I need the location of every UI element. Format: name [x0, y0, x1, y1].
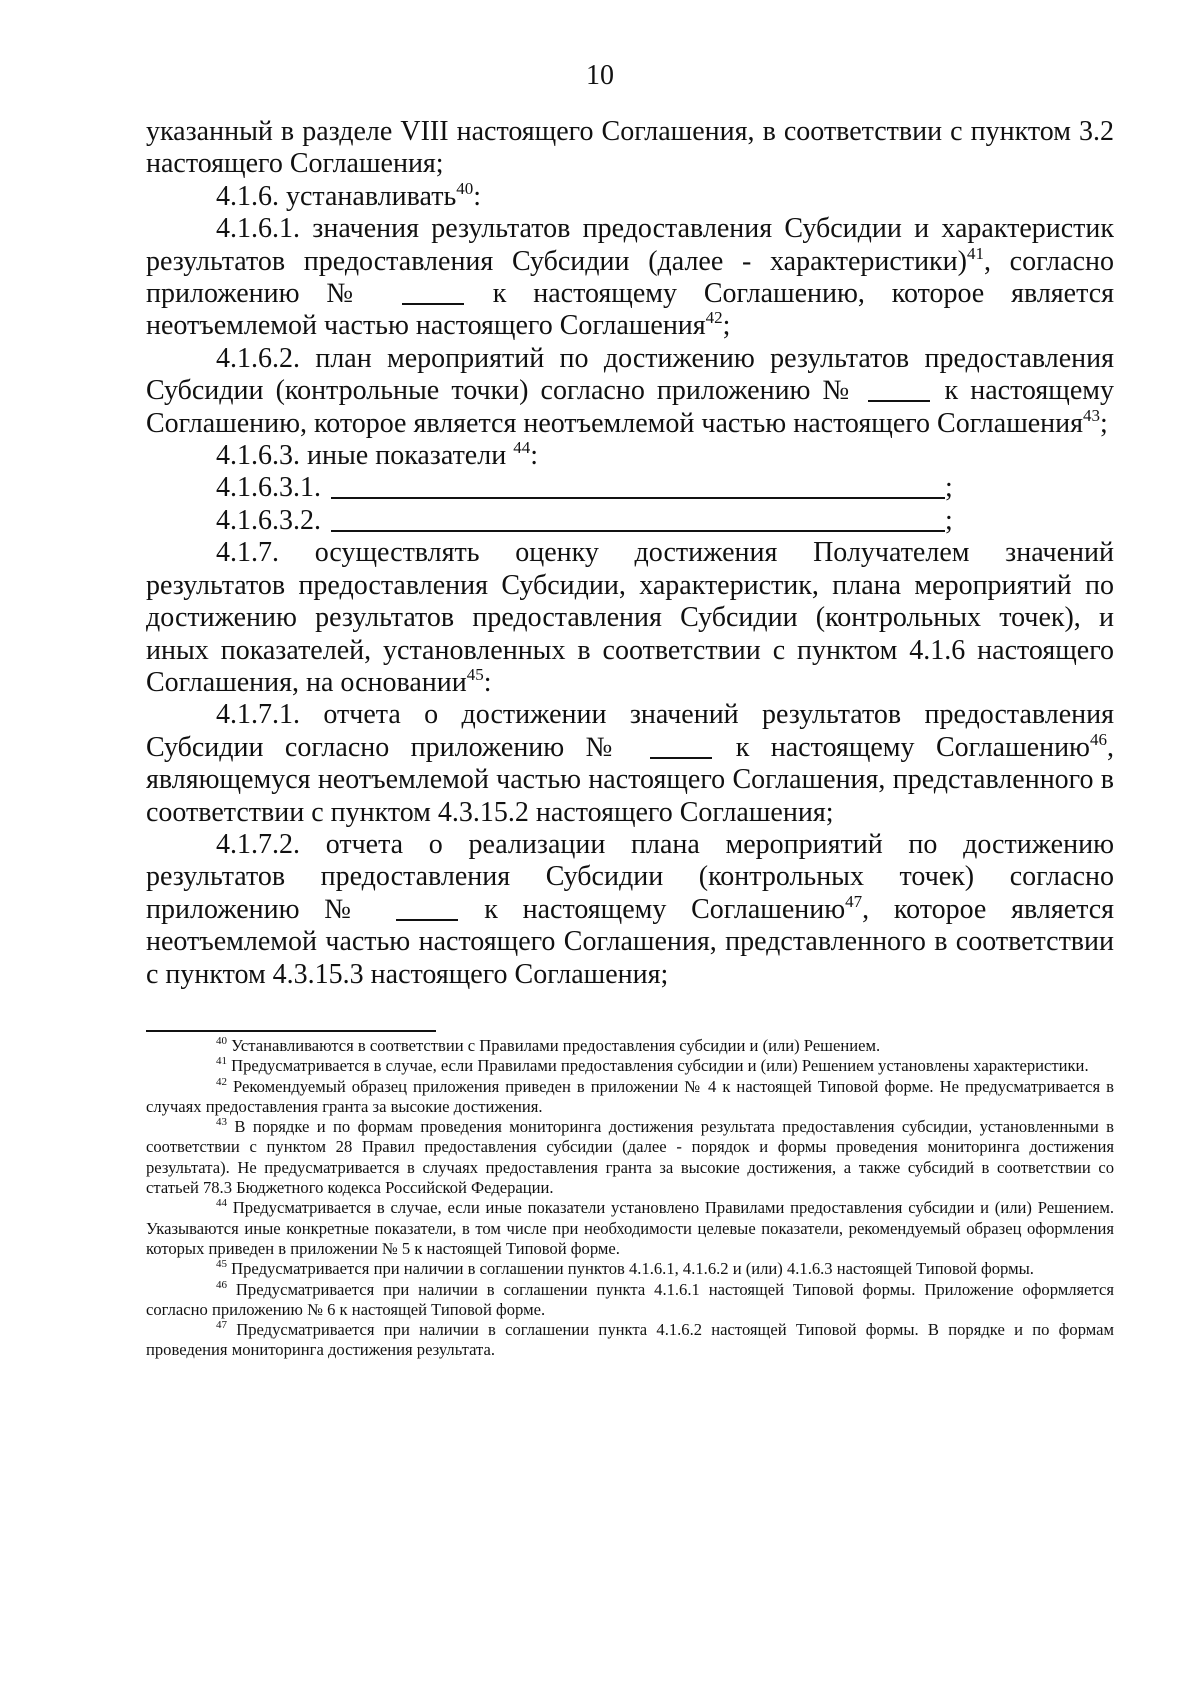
fill-in-line [331, 530, 945, 532]
paragraph [146, 472, 1114, 504]
footnote-number: 46 [216, 1278, 227, 1291]
paragraph-text: 4.1.6.3. иные показатели [216, 440, 514, 472]
paragraph-text: к настоящему Соглашению, которое является неотъемлемой частью настоящего Соглашения [146, 278, 1114, 342]
footnote-number: 41 [216, 1055, 227, 1068]
paragraph [146, 699, 1114, 829]
footnote-reference: 47 [845, 891, 863, 911]
footnote-number: 40 [216, 1035, 227, 1047]
paragraph-text: : [483, 666, 492, 698]
blank-field [402, 303, 464, 305]
footnote-number: 45 [216, 1258, 227, 1271]
footnote-text: Предусматривается при наличии в соглашении пункта 4.1.6.1 настоящей Типовой формы. Приложение оформляется согласно приложению № 6 к настоящей Типовой форме. [146, 1279, 1114, 1319]
footnote-text: Предусматривается при наличии в соглашении пункта 4.1.6.2 настоящей Типовой формы. В порядке и по формам проведения мониторинга достижения результата. [146, 1320, 1114, 1360]
paragraph-text: ; [945, 504, 953, 536]
paragraph-text: 4.1.7.2. отчета о реализации плана мероприятий по достижению результатов предоставления Субсидии (контрольных точек) согласно приложению № [146, 828, 1114, 925]
paragraph-text: : [473, 180, 481, 212]
paragraph [146, 116, 1114, 181]
paragraph-text: 4.1.6.2. план мероприятий по достижению результатов предоставления Субсидии (контрольные точки) согласно приложению № [146, 342, 1114, 407]
footnote-reference: 40 [456, 178, 474, 198]
paragraph-text: 4.1.6.3.1. [216, 472, 321, 504]
blank-field [650, 757, 712, 759]
blank-field [396, 919, 458, 921]
footnote-reference: 44 [513, 438, 531, 458]
footnote-reference: 45 [466, 664, 484, 684]
footnote-separator [146, 1030, 436, 1032]
paragraph-text: к настоящему Соглашению [714, 731, 1090, 763]
fill-in-line [331, 497, 945, 499]
footnote-text: Предусматривается при наличии в соглашении пунктов 4.1.6.1, 4.1.6.2 и (или) 4.1.6.3 настоящей Типовой формы. [227, 1259, 1034, 1279]
footnote-text: Предусматривается в случае, если иные показатели установлено Правилами предоставления субсидии и (или) Решением. Указываются иные конкретные показатели, в том числе при необходимости целевые показатели, рекомендуемый образец оформления которых приведен в приложении № 5 к настоящей Типовой форме. [146, 1198, 1114, 1258]
footnote [146, 1320, 1114, 1361]
paragraph-text: 4.1.7. осуществлять оценку достижения Получателем значений результатов предоставления Субсидии, характеристик, плана мероприятий по достижению результатов предоставления Субсидии (контрольных точек), и иных показателей, установленных в соответствии с пунктом 4.1.6 настоящего Соглашения, на основании [146, 537, 1114, 698]
footnote [146, 1198, 1114, 1259]
footnote [146, 1280, 1114, 1321]
paragraph-text: 4.1.7.1. отчета о достижении значений результатов предоставления Субсидии согласно приложению № [146, 699, 1114, 763]
paragraph-text: указанный в разделе VIII настоящего Соглашения, в соответствии с пунктом 3.2 настоящего Соглашения; [146, 116, 1114, 180]
paragraph [146, 343, 1114, 440]
document-body [146, 116, 1114, 991]
paragraph-text: , являющемуся неотъемлемой частью настоящего Соглашения, представленного в соответствии с пунктом 4.3.15.2 настоящего Соглашения; [146, 731, 1114, 828]
footnote [146, 1056, 1114, 1076]
footnote-number: 42 [216, 1075, 227, 1088]
paragraph-text: к настоящему Соглашению, которое является неотъемлемой частью настоящего Соглашения [146, 375, 1114, 439]
footnote [146, 1036, 1114, 1056]
footnotes-section [146, 1036, 1114, 1361]
page-number: 10 [586, 60, 614, 91]
paragraph-text: : [530, 440, 538, 472]
paragraph [146, 537, 1114, 699]
paragraph [146, 829, 1114, 991]
paragraph-text: , которое является неотъемлемой частью настоящего Соглашения, представленного в соответствии с пунктом 4.3.15.3 настоящего Соглашения; [146, 893, 1115, 990]
footnote-number: 44 [216, 1197, 227, 1210]
footnote-text: Рекомендуемый образец приложения приведен в приложении № 4 к настоящей Типовой форме. Не предусматривается в случаях предоставления гранта за высокие достижения. [146, 1076, 1114, 1116]
paragraph [146, 178, 1114, 213]
footnote-text: Устанавливаются в соответствии с Правилами предоставления субсидии и (или) Решением. [227, 1036, 881, 1055]
paragraph-text: ; [722, 310, 731, 342]
paragraph-text: 4.1.6. устанавливать [216, 180, 457, 212]
footnote-number: 43 [216, 1116, 227, 1129]
paragraph-text: к настоящему Соглашению [459, 893, 846, 925]
paragraph [146, 440, 1114, 472]
paragraph-text: ; [1100, 407, 1108, 439]
paragraph-text: ; [945, 472, 953, 504]
footnote [146, 1077, 1114, 1118]
footnote-reference: 41 [966, 243, 984, 263]
blank-field [868, 400, 930, 402]
footnote-text: В порядке и по формам проведения мониторинга достижения результата предоставления субсидии, установленными в соответствии с пунктом 28 Правил предоставления субсидии (далее - порядок и формы проведения мониторинга достижения результата). Не предусматривается в случаях предоставления гранта за высокие достижения, а также субсидий в соответствии со статьей 78.3 Бюджетного кодекса Российской Федерации. [146, 1117, 1114, 1198]
paragraph [146, 505, 1114, 537]
footnote-text: Предусматривается в случае, если Правилами предоставления субсидии и (или) Решением установлены характеристики. [227, 1056, 1089, 1076]
paragraph-text: , согласно приложению № [146, 245, 1114, 310]
footnote-reference: 42 [705, 308, 723, 328]
paragraph-text: 4.1.6.3.2. [216, 504, 321, 536]
footnote [146, 1259, 1114, 1279]
footnote [146, 1117, 1114, 1198]
paragraph-text: 4.1.6.1. значения результатов предоставления Субсидии и характеристик результатов предоставления Субсидии (далее - характеристики) [146, 213, 1114, 277]
footnote-reference: 46 [1089, 729, 1107, 749]
footnote-number: 47 [216, 1319, 227, 1332]
footnote-reference: 43 [1083, 405, 1101, 425]
paragraph [146, 213, 1114, 343]
